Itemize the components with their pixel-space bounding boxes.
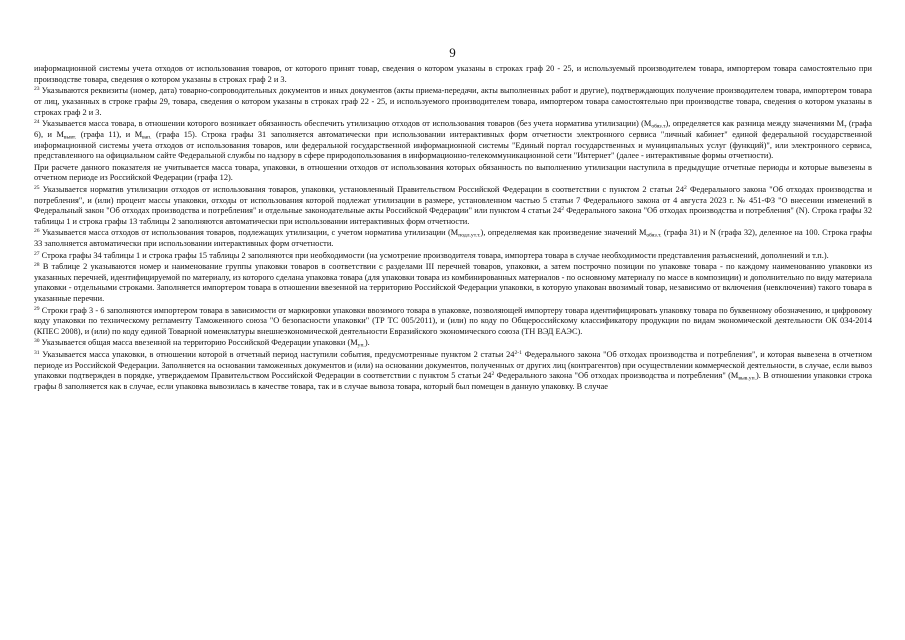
- subscript: выв.уп.: [738, 375, 756, 382]
- footnote-26: [34, 228, 872, 250]
- footnote-mark: 29: [34, 305, 40, 312]
- footnote-text: Строка графы 34 таблицы 1 и строка графы 15 таблицы 2 заполняются при необходимости (на усмотрение производителя товара, импортера товара в случае необходимости представления разъяснений, дополнений и т.п.).: [39, 250, 829, 260]
- subscript: уп.: [357, 343, 365, 350]
- footnote-text: Федерального закона "Об отходах производства и потребления" (М: [494, 371, 739, 381]
- footnote-text: Строки граф 3 - 6 заполняются импортером товара в зависимости от маркировки упаковки ввозимого товара в упаковке, позволяющей импортеру товара идентифицировать упаковку товара по буквенному обозначению, и цифровому коду упаковки по техническому регламенту Таможенного союза "О безопасности упаковки" (ТР ТС 005/2011), и (или) по коду по Общероссийскому классификатору продукции по видам экономической деятельности ОК 034-2014 (КПЕС 2008), и (или) по коду единой Товарной номенклатуры внешнеэкономической деятельности Евразийского экономического союза (ТН ВЭД ЕАЭС).: [34, 305, 872, 337]
- footnote-mark: 28: [34, 261, 40, 268]
- paragraph-continuation: информационной системы учета отходов от использования товаров, от которого принят товар, сведения о котором указаны в строках граф 20 - 25, и используемый производителем товара, импортером товара самостоятельно при производстве товара, сведения о котором указаны в строках граф 2 и 3.: [34, 64, 872, 84]
- superscript: 2: [561, 206, 565, 213]
- subscript: вап.: [142, 134, 152, 141]
- footnote-text: (графа 31) и N (графа 32), деленное на 100. Строка графы 33 заполняется автоматически при использовании интерактивных форм отчетности.: [34, 228, 872, 249]
- page-number: 9: [449, 45, 456, 60]
- superscript: 2: [684, 184, 687, 191]
- subscript: вывт.: [63, 134, 77, 141]
- footnote-text: Федерального закона "Об отходах производства и потребления" (N). Строка графы 32 таблицы 1 и строка графы 13 таблицы 2 заполняются автоматически при использовании интерактивных форм отчетности.: [34, 206, 872, 227]
- footnote-30: [34, 338, 872, 349]
- footnote-text: Федерального закона "Об отходах производства и потребления", и которая вывезена в отчетном периоде из Российской Федерации. Заполняется на основании таможенных документов и (или) на основании документов, полученных от других лиц (контрагентов) при осуществлении коммерческой деятельности, в случае, если вывоз упаковки подтвержден в порядке, утверждаемом Правительством Российской Федерации в соответствии с пунктом 5 статьи 24: [34, 349, 872, 381]
- footnote-mark: 24: [34, 118, 40, 125]
- footnote-text: Указывается общая масса ввезенной на территорию Российской Федерации упаковки (М: [39, 338, 358, 348]
- subscript: обяз.т.: [646, 233, 662, 240]
- footnote-25: [34, 185, 872, 228]
- footnote-mark: 30: [34, 338, 40, 345]
- footnote-text: Федерального закона "Об отходах производства и потребления", и (или) процент массы упаковки, отходы от использования которой подлежат утилизации в размере, установленном частью 5 статьи 7 Федерального закона от 4 августа 2023 г. № 451-ФЗ "О внесении изменений в Федеральный закон "Об отходах производства и потребления" и отдельные законодательные акты Российской Федерации" или пунктом 4 статьи 24: [34, 184, 872, 216]
- footnote-text: Указывается масса отходов от использования товаров, подлежащих утилизации, с учетом норматива утилизации (М: [39, 228, 459, 238]
- footnote-28: [34, 262, 872, 305]
- paragraph-note: При расчете данного показателя не учитывается масса товара, упаковки, в отношении отходов от использования которых обязанность по выполнению утилизации наступила в предыдущие отчетные периоды и которые вывезены в отчетном периоде из Российской Федерации (графа 12).: [34, 162, 872, 183]
- footnote-text: Указывается норматив утилизации отходов от использования товаров, упаковки, установленный Правительством Российской Федерации в соответствии с пунктом 2 статьи 24: [39, 184, 684, 194]
- footnote-23: [34, 86, 872, 118]
- footnote-text: ). В отношении упаковки строка графы 8 заполняется как в случае, если упаковка вывозилась в качестве товара, так и в случае вывоза товара, который был помещен в данную упаковку. В случае: [34, 371, 872, 392]
- subscript: т: [844, 123, 847, 130]
- footnote-mark: 27: [34, 250, 40, 257]
- footnote-mark: 23: [34, 85, 40, 92]
- footnote-mark: 31: [34, 349, 40, 356]
- footnote-mark: 25: [34, 184, 40, 191]
- footnote-text: Указываются реквизиты (номер, дата) товарно-сопроводительных документов и иных документов (акты приема-передачи, акты выполненных работ и другие), подтверждающих получение производителем товара, импортером товара от лиц, указанных в строке графы 29, товара, сведения о котором указаны в строках граф 22 - 25, и используемого производителем товара, импортером товара самостоятельно при производстве товара, сведения о котором указаны в строках граф 2 и 3.: [34, 86, 872, 117]
- subscript: подл.ут.т.: [458, 233, 481, 240]
- footnote-text: ), определяется как разница между значениями М: [665, 118, 844, 128]
- footnote-text: ), определяемая как произведение значений М: [480, 228, 647, 238]
- footnotes-body: [34, 64, 872, 393]
- footnote-31: [34, 350, 872, 393]
- footnote-text: Указывается масса упаковки, в отношении которой в отчетный период наступили события, предусмотренные пунктом 2 статьи 24: [39, 349, 515, 359]
- footnote-text: (графа 6), и М: [34, 118, 873, 139]
- superscript: 2-1: [514, 349, 522, 356]
- footnote-mark: 26: [34, 228, 40, 235]
- footnote-text: Указывается масса товара, в отношении которого возникает обязанность обеспечить утилизацию отходов от использования товаров (без учета норматива утилизации) (М: [39, 118, 652, 128]
- subscript: обяз.т: [651, 123, 666, 130]
- superscript: 2: [491, 371, 495, 378]
- footnote-24: [34, 119, 872, 162]
- footnote-text: В таблице 2 указываются номер и наименование группы упаковки товаров в соответствии с разделами III перечней товаров, упаковки, а затем построчно позиции по упаковке товара - по каждому наименованию упаковки из указанных перечней, идентифицируемой по материалу, из которого сделана упаковка товара (для упаковки товара из комбинированных материалов - по основному материалу по массе в композиции) и дополнительно по виду материала упаковки - отдельными строками. Заполняется импортером товара в отношении ввезенной на территорию Российской Федерации упаковки, в которую упакован ввозимый товар, независимо от включения (невключения) такого товара в указанные перечни.: [34, 261, 872, 304]
- footnote-29: [34, 306, 872, 338]
- footnote-text: (графа 15). Строка графы 31 заполняется автоматически при использовании интерактивных форм отчетности электронного сервиса "личный кабинет" единой федеральной государственной информационной системы учета отходов от использования товаров, или федеральной государственной информационной системы "Единый портал государственных и муниципальных услуг (функций)", или электронного сервиса, представленного на официальном сайте Федеральной службы по надзору в сфере природопользования в информационно-телекоммуникационной сети "Интернет" (далее - интерактивные формы отчетности).: [34, 129, 873, 161]
- footnote-27: [34, 251, 872, 262]
- footnote-text: ).: [364, 338, 370, 348]
- footnote-text: (графа 11), и М: [76, 129, 143, 139]
